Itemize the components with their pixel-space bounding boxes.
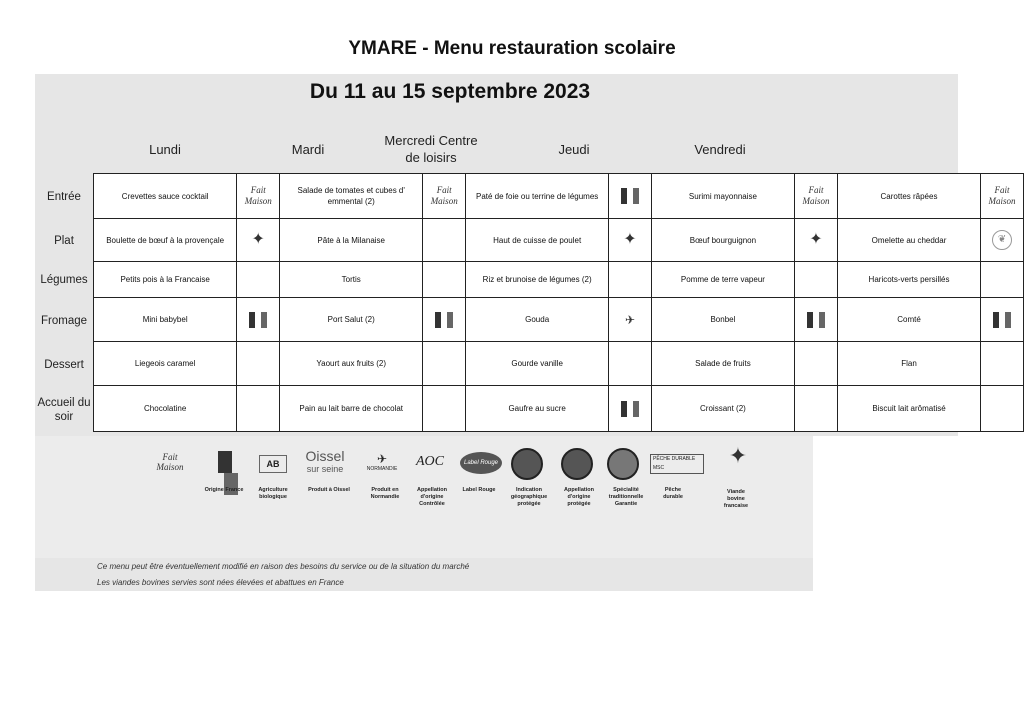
fait-maison-icon: Fait Maison [237, 174, 280, 219]
vegetarien-icon: ❦ [981, 219, 1024, 262]
menu-cell: Comté [837, 298, 980, 342]
origine-france-icon [423, 298, 466, 342]
menu-cell: Biscuit lait arômatisé [837, 386, 980, 432]
menu-cell: Carottes râpées [837, 174, 980, 219]
menu-cell: Riz et brunoise de légumes (2) [466, 262, 609, 298]
legend-produit-normandie: Produit en Normandie [370, 487, 400, 500]
fait-maison-icon: Fait Maison [981, 174, 1024, 219]
menu-cell: Tortis [280, 262, 423, 298]
menu-cell: Liegeois caramel [94, 342, 237, 386]
menu-cell: Croissant (2) [651, 386, 794, 432]
normandie-icon: ✈ [609, 298, 652, 342]
menu-cell: Port Salut (2) [280, 298, 423, 342]
legend-agriculture-bio: Agriculture biologique [258, 487, 288, 500]
label-rouge-icon: Label Rouge [460, 452, 502, 474]
legend-aoc: Appellation d'origine Contrôlée [417, 487, 447, 507]
empty-icon-cell [609, 342, 652, 386]
empty-icon-cell [981, 262, 1024, 298]
menu-cell: Pomme de terre vapeur [651, 262, 794, 298]
empty-icon-cell [237, 342, 280, 386]
agriculture-bio-icon: AB [259, 455, 287, 473]
origine-france-icon [609, 174, 652, 219]
menu-cell: Pâte à la Milanaise [280, 219, 423, 262]
legend-viande-bovine: Viande bovine francaise [723, 489, 749, 509]
day-header-mercredi: Mercredi Centre de loisirs [384, 133, 478, 165]
row-label-plat: Plat [54, 235, 74, 247]
menu-cell: Gaufre au sucre [466, 386, 609, 432]
menu-cell: Salade de fruits [651, 342, 794, 386]
empty-icon-cell [795, 386, 838, 432]
menu-cell: Bonbel [651, 298, 794, 342]
main-title: YMARE - Menu restauration scolaire [348, 38, 676, 59]
menu-table [93, 173, 1024, 432]
menu-cell: Gouda [466, 298, 609, 342]
table-row [94, 262, 1024, 298]
empty-icon-cell [981, 342, 1024, 386]
empty-icon-cell [981, 386, 1024, 432]
table-row [94, 386, 1024, 432]
aop-seal-icon [561, 448, 593, 482]
empty-icon-cell [609, 262, 652, 298]
normandie-logo-icon: ✈ NORMANDIE [366, 452, 398, 472]
origine-france-icon [237, 298, 280, 342]
day-header-mardi: Mardi [291, 142, 325, 157]
menu-cell: Chocolatine [94, 386, 237, 432]
legend-label-rouge: Label Rouge [462, 487, 496, 493]
panel-cutout [813, 436, 958, 591]
empty-icon-cell [237, 386, 280, 432]
fait-maison-icon: Fait Maison [423, 174, 466, 219]
menu-cell: Bœuf bourguignon [651, 219, 794, 262]
empty-icon-cell [237, 262, 280, 298]
date-range-title: Du 11 au 15 septembre 2023 [309, 80, 591, 103]
day-header-lundi: Lundi [149, 142, 181, 157]
row-label-legumes: Légumes [40, 274, 88, 286]
origine-france-icon [981, 298, 1024, 342]
menu-cell: Yaourt aux fruits (2) [280, 342, 423, 386]
oissel-logo-icon: Oissel sur seine [305, 448, 345, 474]
aoc-logo-icon: AOC [416, 454, 444, 469]
footer-note-modification: Ce menu peut être éventuellement modifié en raison des besoins du service ou de la situation du marché [97, 562, 470, 571]
menu-cell: Surimi mayonnaise [651, 174, 794, 219]
empty-icon-cell [423, 342, 466, 386]
menu-cell: Boulette de bœuf à la provençale [94, 219, 237, 262]
fait-maison-icon: Fait Maison [795, 174, 838, 219]
menu-cell: Haricots-verts persillés [837, 262, 980, 298]
menu-cell: Flan [837, 342, 980, 386]
viande-bovine-francaise-icon: ✦ [795, 219, 838, 262]
table-row [94, 219, 1024, 262]
legend-stg: Spécialité traditionnelle Garantie [608, 487, 644, 507]
msc-logo-icon: PÊCHE DURABLE MSC [650, 454, 704, 474]
origine-france-icon [609, 386, 652, 432]
legend-peche-durable: Pêche durable [663, 487, 683, 500]
origine-france-icon [795, 298, 838, 342]
menu-cell: Haut de cuisse de poulet [466, 219, 609, 262]
menu-cell: Petits pois à la Francaise [94, 262, 237, 298]
menu-cell: Paté de foie ou terrine de légumes [466, 174, 609, 219]
fait-maison-icon: Fait Maison [156, 452, 184, 472]
menu-cell: Crevettes sauce cocktail [94, 174, 237, 219]
menu-cell: Omelette au cheddar [837, 219, 980, 262]
row-label-fromage: Fromage [40, 315, 88, 327]
viande-bovine-francaise-icon: ✦ [728, 443, 748, 468]
day-header-jeudi: Jeudi [558, 142, 590, 157]
igp-seal-icon [511, 448, 543, 482]
menu-cell: Salade de tomates et cubes d' emmental (2) [280, 174, 423, 219]
table-row [94, 298, 1024, 342]
legend-aop: Appellation d'origine protégée [564, 487, 594, 507]
row-label-accueil: Accueil du soir [37, 397, 91, 423]
viande-bovine-francaise-icon: ✦ [237, 219, 280, 262]
empty-icon-cell [423, 262, 466, 298]
empty-icon-cell [795, 342, 838, 386]
menu-cell: Mini babybel [94, 298, 237, 342]
table-row [94, 342, 1024, 386]
day-header-vendredi: Vendredi [694, 142, 746, 157]
menu-cell: Gourde vanille [466, 342, 609, 386]
empty-icon-cell [795, 262, 838, 298]
legend-igp: Indication géographique protégée [510, 487, 548, 507]
legend-produit-oissel: Produit à Oissel [308, 487, 350, 493]
volaille-francaise-icon: ✦ [609, 219, 652, 262]
footer-note-viandes: Les viandes bovines servies sont nées élevées et abattues en France [97, 578, 344, 587]
row-label-dessert: Dessert [44, 359, 84, 371]
menu-cell: Pain au lait barre de chocolat [280, 386, 423, 432]
row-label-entree: Entrée [47, 191, 81, 203]
stg-seal-icon [607, 448, 639, 482]
empty-icon-cell [423, 386, 466, 432]
table-row [94, 174, 1024, 219]
legend-origine-france: Origine France [204, 487, 244, 493]
empty-icon-cell [423, 219, 466, 262]
